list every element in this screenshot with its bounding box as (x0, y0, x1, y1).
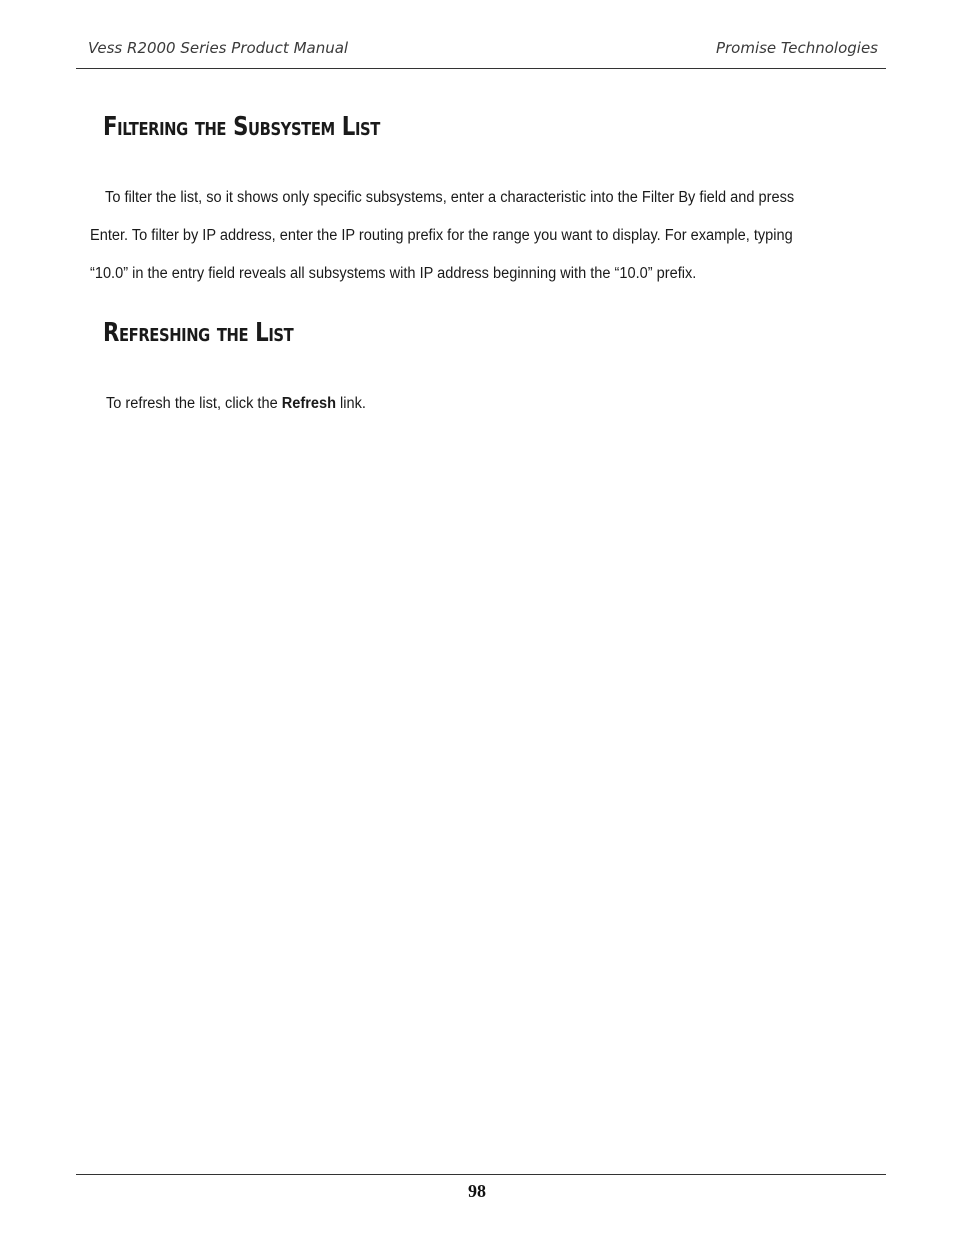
section-heading-refreshing: Refreshing the List (103, 318, 294, 348)
section-heading-filtering: Filtering the Subsystem List (103, 112, 380, 142)
page-number: 98 (468, 1181, 486, 1201)
paragraph-line: To filter the list, so it shows only specific subsystems, enter a characteristic into the Filter By field and press (105, 189, 795, 206)
paragraph-text: To refresh the list, click the (106, 395, 282, 412)
running-header (76, 39, 886, 61)
manual-title: Vess R2000 Series Product Manual (88, 39, 349, 57)
refresh-link-label: Refresh (281, 395, 336, 412)
header-rule (76, 68, 886, 69)
paragraph-text: link. (335, 395, 366, 412)
paragraph-line: “10.0” in the entry field reveals all subsystems with IP address beginning with the “10.0” prefix. (90, 265, 697, 282)
paragraph-line: Enter. To filter by IP address, enter the IP routing prefix for the range you want to display. For example, typing (90, 227, 793, 244)
company-name: Promise Technologies (715, 39, 878, 57)
refreshing-paragraph (106, 395, 366, 413)
filtering-paragraph (90, 189, 870, 289)
footer-rule (76, 1174, 886, 1175)
